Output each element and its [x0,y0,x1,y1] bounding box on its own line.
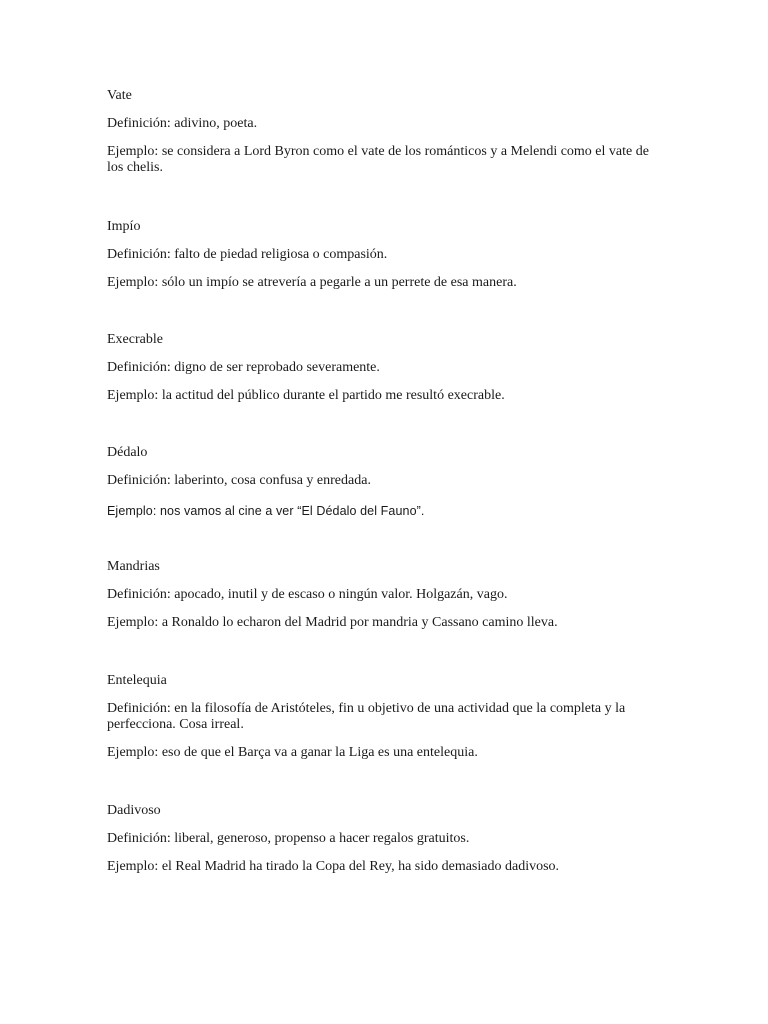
entry-execrable [107,332,667,404]
entry-dedalo [107,445,667,519]
entry-word: Execrable [107,332,163,347]
entry-example: Ejemplo: se considera a Lord Byron como el vate de los románticos y a Melendi como el vate de los chelis. [107,144,649,175]
entry-mandrias [107,559,667,631]
entry-example: Ejemplo: el Real Madrid ha tirado la Copa del Rey, ha sido demasiado dadivoso. [107,859,560,874]
entry-example: Ejemplo: sólo un impío se atrevería a pegarle a un perrete de esa manera. [107,275,517,290]
entry-definition: Definición: en la filosofía de Aristóteles, fin u objetivo de una actividad que la completa y la perfecciona. Cosa irreal. [107,701,626,732]
entry-example: Ejemplo: nos vamos al cine a ver “El Dédalo del Fauno”. [107,504,425,518]
entry-word: Entelequia [107,673,167,688]
entry-example: Ejemplo: eso de que el Barça va a ganar la Liga es una entelequia. [107,745,478,760]
entry-impio [107,219,667,291]
entry-entelequia [107,673,667,761]
entry-word: Dadivoso [107,803,161,818]
entry-word: Impío [107,219,141,234]
entry-definition: Definición: liberal, generoso, propenso a hacer regalos gratuitos. [107,831,470,846]
entry-vate [107,88,667,176]
entry-definition: Definición: adivino, poeta. [107,116,258,131]
entry-word: Mandrias [107,559,160,574]
entry-example: Ejemplo: a Ronaldo lo echaron del Madrid por mandria y Cassano camino lleva. [107,615,558,630]
entry-example: Ejemplo: la actitud del público durante el partido me resultó execrable. [107,388,505,403]
entry-dadivoso [107,803,667,875]
entry-definition: Definición: digno de ser reprobado severamente. [107,360,380,375]
entry-word: Vate [107,88,132,103]
entry-definition: Definición: apocado, inutil y de escaso o ningún valor. Holgazán, vago. [107,587,508,602]
entry-definition: Definición: laberinto, cosa confusa y enredada. [107,473,371,488]
entry-word: Dédalo [107,445,148,460]
entry-definition: Definición: falto de piedad religiosa o compasión. [107,247,388,262]
